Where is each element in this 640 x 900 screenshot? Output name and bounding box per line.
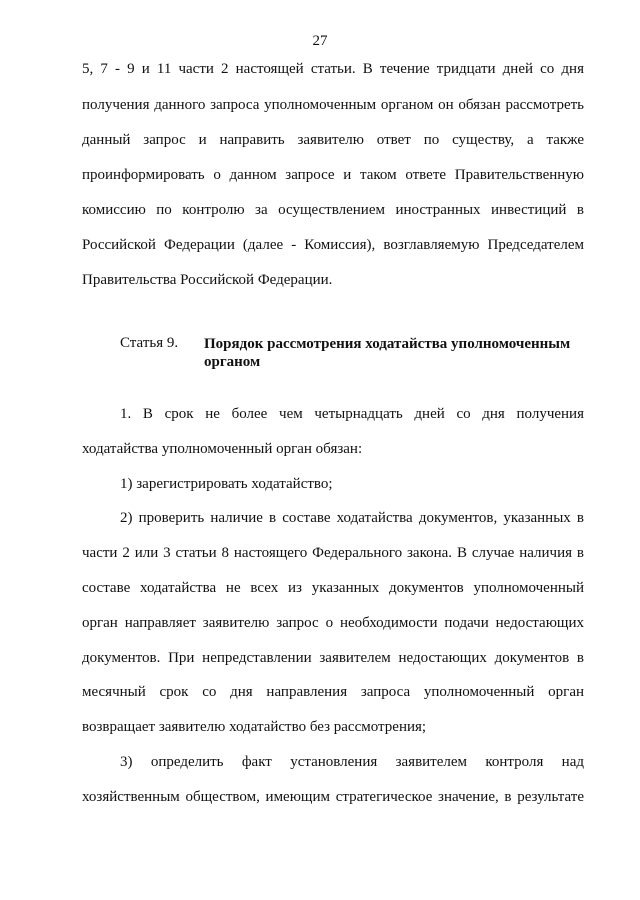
paragraph-line: Российской Федерации (далее - Комиссия), возглавляемую Председателем [82, 237, 584, 253]
paragraph-line: хозяйственным обществом, имеющим стратегическое значение, в результате [82, 789, 584, 805]
article-title-line: Порядок рассмотрения ходатайства уполномоченным [204, 336, 571, 352]
paragraph-line: орган направляет заявителю запрос о необходимости подачи недостающих [82, 615, 584, 631]
paragraph-line: данный запрос и направить заявителю ответ по существу, а также [82, 132, 584, 148]
paragraph-line: 1. В срок не более чем четырнадцать дней со дня получения [120, 406, 584, 422]
paragraph-line: документов. При непредставлении заявителем недостающих документов в [82, 650, 584, 666]
paragraph-line: составе ходатайства не всех из указанных документов уполномоченный [82, 580, 584, 596]
paragraph-line: 5, 7 - 9 и 11 части 2 настоящей статьи. В течение тридцати дней со дня [82, 61, 584, 77]
paragraph-line: Правительства Российской Федерации. [82, 272, 333, 288]
list-item: 2) проверить наличие в составе ходатайства документов, указанных в [120, 510, 584, 526]
article-title [204, 335, 594, 371]
paragraph-line: возвращает заявителю ходатайство без рассмотрения; [82, 719, 427, 735]
article-title-line: органом [204, 354, 261, 370]
article-number: Статья 9. [120, 335, 179, 351]
page-number: 27 [312, 33, 328, 49]
paragraph-line: комиссию по контролю за осуществлением иностранных инвестиций в [82, 202, 584, 218]
paragraph-line: части 2 или 3 статьи 8 настоящего Федерального закона. В случае наличия в [82, 545, 584, 561]
paragraph-line: получения данного запроса уполномоченным органом он обязан рассмотреть [82, 97, 584, 113]
list-item: 1) зарегистрировать ходатайство; [120, 476, 333, 492]
list-item: 3) определить факт установления заявителем контроля над [120, 754, 584, 770]
paragraph-line: месячный срок со дня направления запроса уполномоченный орган [82, 684, 584, 700]
paragraph-line: ходатайства уполномоченный орган обязан: [82, 441, 363, 457]
paragraph-line: проинформировать о данном запросе и таком ответе Правительственную [82, 167, 584, 183]
